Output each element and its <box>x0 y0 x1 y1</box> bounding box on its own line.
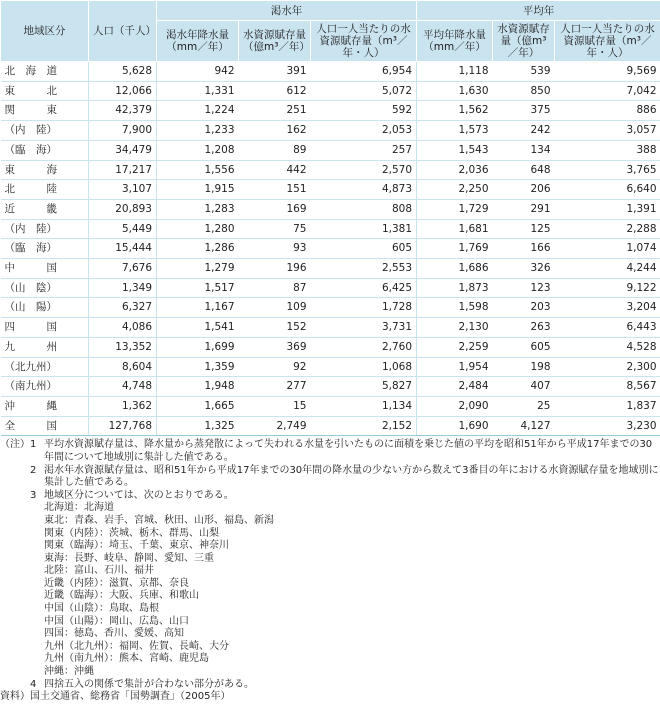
d-pc-cell: 2,570 <box>311 160 417 180</box>
pop-cell: 127,768 <box>89 416 157 436</box>
table-row <box>1 140 660 160</box>
pop-cell: 42,379 <box>89 101 157 121</box>
d-res-cell: 162 <box>239 121 311 141</box>
d-res-cell: 369 <box>239 337 311 357</box>
a-pc-cell: 4,528 <box>555 337 660 357</box>
pop-cell: 1,349 <box>89 278 157 298</box>
a-res-cell: 198 <box>493 357 555 377</box>
a-pc-cell: 3,204 <box>555 298 660 318</box>
d-pc-cell: 1,728 <box>311 298 417 318</box>
region-cell: （臨 海） <box>1 140 89 160</box>
a-res-cell: 407 <box>493 377 555 397</box>
d-pc-cell: 6,425 <box>311 278 417 298</box>
a-precip-cell: 1,769 <box>417 239 493 259</box>
pop-cell: 4,086 <box>89 318 157 338</box>
a-precip-cell: 2,090 <box>417 396 493 416</box>
d-res-cell: 92 <box>239 357 311 377</box>
d-pc-cell: 5,072 <box>311 81 417 101</box>
a-pc-cell: 7,042 <box>555 81 660 101</box>
d-pc-cell: 2,053 <box>311 121 417 141</box>
note-1 <box>0 439 660 464</box>
d-pc-cell: 1,381 <box>311 219 417 239</box>
pop-cell: 7,900 <box>89 121 157 141</box>
a-pc-cell: 1,074 <box>555 239 660 259</box>
table-row <box>1 318 660 338</box>
a-precip-cell: 1,873 <box>417 278 493 298</box>
d-precip-cell: 942 <box>157 62 239 82</box>
notes-label: （注） <box>0 439 30 464</box>
table-row <box>1 278 660 298</box>
note-number: 3 <box>30 490 44 503</box>
header-drought-precip: 渇水年降水量（mm／年） <box>157 21 239 62</box>
note-text: 地域区分については、次のとおりである。 <box>44 490 660 503</box>
a-pc-cell: 1,837 <box>555 396 660 416</box>
a-res-cell: 263 <box>493 318 555 338</box>
a-res-cell: 539 <box>493 62 555 82</box>
region-cell: （内 陸） <box>1 219 89 239</box>
a-pc-cell: 9,122 <box>555 278 660 298</box>
a-res-cell: 166 <box>493 239 555 259</box>
region-cell: 北 陸 <box>1 180 89 200</box>
d-res-cell: 87 <box>239 278 311 298</box>
pop-cell: 15,444 <box>89 239 157 259</box>
a-res-cell: 850 <box>493 81 555 101</box>
a-precip-cell: 1,729 <box>417 199 493 219</box>
d-res-cell: 89 <box>239 140 311 160</box>
header-population: 人口（千人） <box>89 1 157 62</box>
a-res-cell: 242 <box>493 121 555 141</box>
a-res-cell: 125 <box>493 219 555 239</box>
pop-cell: 5,449 <box>89 219 157 239</box>
d-res-cell: 612 <box>239 81 311 101</box>
d-precip-cell: 1,283 <box>157 199 239 219</box>
d-precip-cell: 1,286 <box>157 239 239 259</box>
table-row <box>1 199 660 219</box>
d-precip-cell: 1,208 <box>157 140 239 160</box>
header-average-precip: 平均年降水量（mm／年） <box>417 21 493 62</box>
note-text: 平均水資源賦存量は、降水量から蒸発散によって失われる水量を引いたものに面積を乗じた値の平均を昭和51年から平成17年までの30年間について地域別に集計した値である。 <box>44 439 660 464</box>
d-precip-cell: 1,699 <box>157 337 239 357</box>
region-definition: 中国（山陽）：岡山、広島、山口 <box>0 616 660 629</box>
d-res-cell: 75 <box>239 219 311 239</box>
a-res-cell: 123 <box>493 278 555 298</box>
region-cell: 近 畿 <box>1 199 89 219</box>
region-cell: （内 陸） <box>1 121 89 141</box>
a-precip-cell: 1,543 <box>417 140 493 160</box>
a-res-cell: 134 <box>493 140 555 160</box>
a-res-cell: 648 <box>493 160 555 180</box>
pop-cell: 12,066 <box>89 81 157 101</box>
a-pc-cell: 1,391 <box>555 199 660 219</box>
region-cell: （臨 海） <box>1 239 89 259</box>
d-precip-cell: 1,517 <box>157 278 239 298</box>
notes-section <box>0 439 660 703</box>
table-row <box>1 160 660 180</box>
region-cell: 沖 縄 <box>1 396 89 416</box>
a-res-cell: 25 <box>493 396 555 416</box>
pop-cell: 8,604 <box>89 357 157 377</box>
a-precip-cell: 1,690 <box>417 416 493 436</box>
table-row <box>1 337 660 357</box>
a-precip-cell: 2,484 <box>417 377 493 397</box>
region-definition: 近畿（臨海）：大阪、兵庫、和歌山 <box>0 590 660 603</box>
note-number: 4 <box>30 679 44 692</box>
table-row <box>1 416 660 436</box>
region-cell: 中 国 <box>1 259 89 279</box>
a-precip-cell: 1,562 <box>417 101 493 121</box>
a-precip-cell: 1,118 <box>417 62 493 82</box>
d-precip-cell: 1,915 <box>157 180 239 200</box>
region-definition: 北陸：富山、石川、福井 <box>0 565 660 578</box>
a-precip-cell: 2,250 <box>417 180 493 200</box>
header-average-per-capita: 人口一人当たりの水資源賦存量（m³／年・人） <box>555 21 660 62</box>
a-pc-cell: 2,288 <box>555 219 660 239</box>
pop-cell: 34,479 <box>89 140 157 160</box>
d-pc-cell: 1,068 <box>311 357 417 377</box>
a-pc-cell: 2,300 <box>555 357 660 377</box>
a-precip-cell: 1,954 <box>417 357 493 377</box>
pop-cell: 3,107 <box>89 180 157 200</box>
d-res-cell: 93 <box>239 239 311 259</box>
a-res-cell: 206 <box>493 180 555 200</box>
a-pc-cell: 3,765 <box>555 160 660 180</box>
d-res-cell: 391 <box>239 62 311 82</box>
region-cell: 関 東 <box>1 101 89 121</box>
a-res-cell: 605 <box>493 337 555 357</box>
region-cell: 北 海 道 <box>1 62 89 82</box>
table-row <box>1 357 660 377</box>
note-2 <box>0 465 660 490</box>
note-text: 渇水年水資源賦存量は、昭和51年から平成17年までの30年間の降水量の少ない方から数えて3番目の年における水資源賦存量を地域別に集計した値である。 <box>44 465 660 490</box>
d-pc-cell: 2,553 <box>311 259 417 279</box>
d-res-cell: 2,749 <box>239 416 311 436</box>
table-row <box>1 121 660 141</box>
d-res-cell: 442 <box>239 160 311 180</box>
header-drought-resource: 水資源賦存量（億m³／年） <box>239 21 311 62</box>
pop-cell: 17,217 <box>89 160 157 180</box>
note-number: 1 <box>30 439 44 464</box>
pop-cell: 13,352 <box>89 337 157 357</box>
d-precip-cell: 1,541 <box>157 318 239 338</box>
table-row <box>1 180 660 200</box>
region-cell: 四 国 <box>1 318 89 338</box>
d-res-cell: 169 <box>239 199 311 219</box>
a-precip-cell: 2,130 <box>417 318 493 338</box>
note-number: 2 <box>30 465 44 490</box>
d-pc-cell: 4,873 <box>311 180 417 200</box>
d-res-cell: 196 <box>239 259 311 279</box>
region-cell: （山 陽） <box>1 298 89 318</box>
d-pc-cell: 2,152 <box>311 416 417 436</box>
d-precip-cell: 1,224 <box>157 101 239 121</box>
pop-cell: 1,362 <box>89 396 157 416</box>
a-precip-cell: 1,681 <box>417 219 493 239</box>
source-label: 資料） <box>0 691 30 704</box>
d-precip-cell: 1,280 <box>157 219 239 239</box>
d-pc-cell: 605 <box>311 239 417 259</box>
d-precip-cell: 1,325 <box>157 416 239 436</box>
a-precip-cell: 1,573 <box>417 121 493 141</box>
d-res-cell: 251 <box>239 101 311 121</box>
a-res-cell: 291 <box>493 199 555 219</box>
d-precip-cell: 1,233 <box>157 121 239 141</box>
note-text: 四捨五入の関係で集計が合わない部分がある。 <box>44 679 660 692</box>
a-pc-cell: 388 <box>555 140 660 160</box>
d-pc-cell: 5,827 <box>311 377 417 397</box>
a-pc-cell: 3,057 <box>555 121 660 141</box>
pop-cell: 6,327 <box>89 298 157 318</box>
d-res-cell: 277 <box>239 377 311 397</box>
d-precip-cell: 1,331 <box>157 81 239 101</box>
a-precip-cell: 2,036 <box>417 160 493 180</box>
region-cell: 全 国 <box>1 416 89 436</box>
d-pc-cell: 592 <box>311 101 417 121</box>
pop-cell: 4,748 <box>89 377 157 397</box>
table-row <box>1 239 660 259</box>
a-res-cell: 375 <box>493 101 555 121</box>
a-pc-cell: 886 <box>555 101 660 121</box>
d-precip-cell: 1,359 <box>157 357 239 377</box>
source-text: 国土交通省、総務省「国勢調査」（2005年） <box>30 691 230 704</box>
table-row <box>1 377 660 397</box>
a-res-cell: 203 <box>493 298 555 318</box>
region-definition: 東海：長野、岐阜、静岡、愛知、三重 <box>0 553 660 566</box>
pop-cell: 7,676 <box>89 259 157 279</box>
a-pc-cell: 3,230 <box>555 416 660 436</box>
header-drought-year: 渇水年 <box>157 1 417 21</box>
d-precip-cell: 1,948 <box>157 377 239 397</box>
table-row <box>1 259 660 279</box>
header-average-resource: 水資源賦存量（億m³／年） <box>493 21 555 62</box>
table-row <box>1 396 660 416</box>
region-cell: （山 陰） <box>1 278 89 298</box>
a-pc-cell: 6,443 <box>555 318 660 338</box>
region-definition: 中国（山陰）：鳥取、島根 <box>0 603 660 616</box>
d-pc-cell: 808 <box>311 199 417 219</box>
d-res-cell: 152 <box>239 318 311 338</box>
header-average-year: 平均年 <box>417 1 660 21</box>
region-cell: 九 州 <box>1 337 89 357</box>
a-pc-cell: 9,569 <box>555 62 660 82</box>
region-cell: （南九州） <box>1 377 89 397</box>
table-row <box>1 62 660 82</box>
note-3 <box>0 490 660 503</box>
d-pc-cell: 257 <box>311 140 417 160</box>
region-definition: 関東（臨海）：埼玉、千葉、東京、神奈川 <box>0 540 660 553</box>
pop-cell: 5,628 <box>89 62 157 82</box>
d-res-cell: 109 <box>239 298 311 318</box>
a-pc-cell: 4,244 <box>555 259 660 279</box>
table-row <box>1 101 660 121</box>
a-precip-cell: 1,598 <box>417 298 493 318</box>
region-definition: 四国：徳島、香川、愛媛、高知 <box>0 628 660 641</box>
d-precip-cell: 1,167 <box>157 298 239 318</box>
a-pc-cell: 6,640 <box>555 180 660 200</box>
region-definition: 北海道：北海道 <box>0 502 660 515</box>
region-definition: 九州（北九州）：福岡、佐賀、長崎、大分 <box>0 641 660 654</box>
a-res-cell: 326 <box>493 259 555 279</box>
d-res-cell: 151 <box>239 180 311 200</box>
region-cell: （北九州） <box>1 357 89 377</box>
table-body <box>1 62 660 436</box>
region-cell: 東 海 <box>1 160 89 180</box>
a-precip-cell: 1,686 <box>417 259 493 279</box>
a-res-cell: 4,127 <box>493 416 555 436</box>
header-drought-per-capita: 人口一人当たりの水資源賦存量（m³／年・人） <box>311 21 417 62</box>
d-pc-cell: 1,134 <box>311 396 417 416</box>
table-row <box>1 298 660 318</box>
note-4 <box>0 679 660 692</box>
a-precip-cell: 2,259 <box>417 337 493 357</box>
a-precip-cell: 1,630 <box>417 81 493 101</box>
d-precip-cell: 1,556 <box>157 160 239 180</box>
d-pc-cell: 2,760 <box>311 337 417 357</box>
d-pc-cell: 3,731 <box>311 318 417 338</box>
source-line <box>0 691 660 704</box>
table-row <box>1 219 660 239</box>
d-res-cell: 15 <box>239 396 311 416</box>
header-region: 地域区分 <box>1 1 89 62</box>
d-pc-cell: 6,954 <box>311 62 417 82</box>
region-definition: 近畿（内陸）：滋賀、京都、奈良 <box>0 578 660 591</box>
region-definition: 東北：青森、岩手、宮城、秋田、山形、福島、新潟 <box>0 515 660 528</box>
table-row <box>1 81 660 101</box>
pop-cell: 20,893 <box>89 199 157 219</box>
d-precip-cell: 1,279 <box>157 259 239 279</box>
region-cell: 東 北 <box>1 81 89 101</box>
a-pc-cell: 8,567 <box>555 377 660 397</box>
region-definition: 関東（内陸）：茨城、栃木、群馬、山梨 <box>0 528 660 541</box>
d-precip-cell: 1,665 <box>157 396 239 416</box>
region-definition-list <box>0 502 660 678</box>
region-definition: 沖縄：沖縄 <box>0 666 660 679</box>
region-definition: 九州（南九州）：熊本、宮崎、鹿児島 <box>0 653 660 666</box>
